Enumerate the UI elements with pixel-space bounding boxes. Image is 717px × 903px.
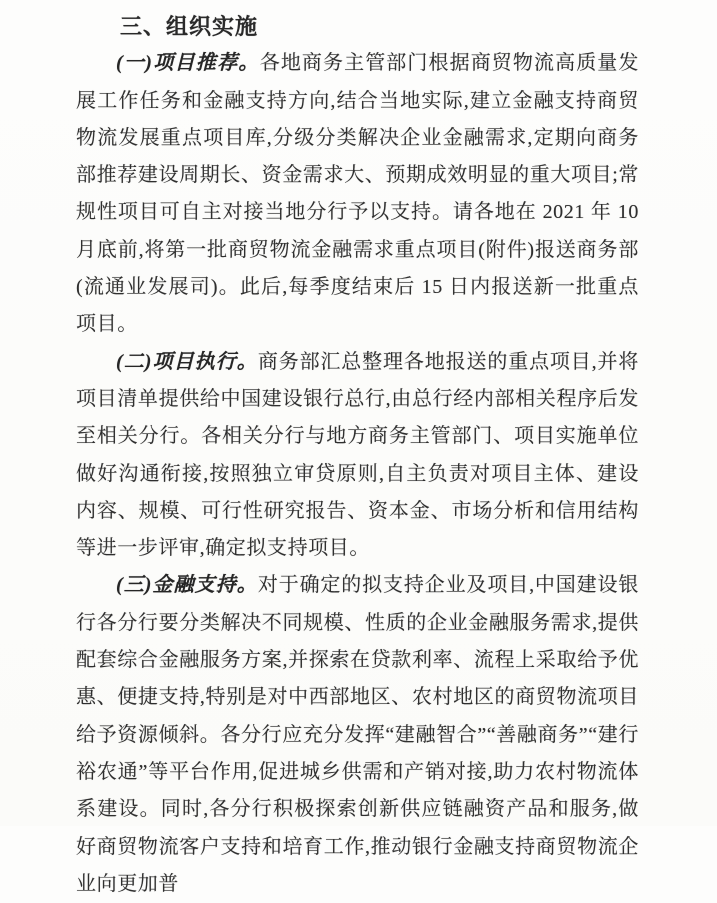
paragraph-body-financial-support: 对于确定的拟支持企业及项目,中国建设银行各分行要分类解决不同规模、性质的企业金融服务需求,提供配套综合金融服务方案,并探索在贷款利率、流程上采取给予优惠、便捷支持,特别是对中西部地区、农村地区的商贸物流项目给予资源倾斜。各分行应充分发挥“建融智合”“善融商务”“建行裕农通”等平台作用,促进城乡供需和产销对接,助力农村物流体系建设。同时,各分行积极探索创新供应链融资产品和服务,做好商贸物流客户支持和培育工作,推动银行金融支持商贸物流企业向更加普 (76, 574, 639, 895)
paragraph-lead-financial-support: (三)金融支持。 (116, 574, 258, 597)
paragraph-project-recommendation (76, 45, 639, 343)
section-heading: 三、组织实施 (120, 14, 259, 39)
paragraph-body-project-execution: 商务部汇总整理各地报送的重点项目,并将项目清单提供给中国建设银行总行,由总行经内部相关程序后发至相关分行。各相关分行与地方商务主管部门、项目实施单位做好沟通衔接,按照独立审贷原则,自主负责对项目主体、建设内容、规模、可行性研究报告、资本金、市场分析和信用结构等进一步评审,确定拟支持项目。 (76, 350, 639, 560)
paragraph-financial-support (76, 567, 639, 903)
paragraph-project-execution (76, 344, 639, 568)
paragraph-body-project-recommendation: 各地商务主管部门根据商贸物流高质量发展工作任务和金融支持方向,结合当地实际,建立金融支持商贸物流发展重点项目库,分级分类解决企业金融需求,定期向商务部推荐建设周期长、资金需求大、预期成效明显的重大项目;常规性项目可自主对接当地分行予以支持。请各地在 2021 年 10 月底前,将第一批商贸物流金融需求重点项目(附件)报送商务部(流通业发展司)。此后,每季度结束后 15 日内报送新一批重点项目。 (76, 52, 639, 336)
paragraph-lead-project-execution: (二)项目执行。 (116, 350, 258, 373)
paragraph-lead-project-recommendation: (一)项目推荐。 (116, 52, 260, 75)
